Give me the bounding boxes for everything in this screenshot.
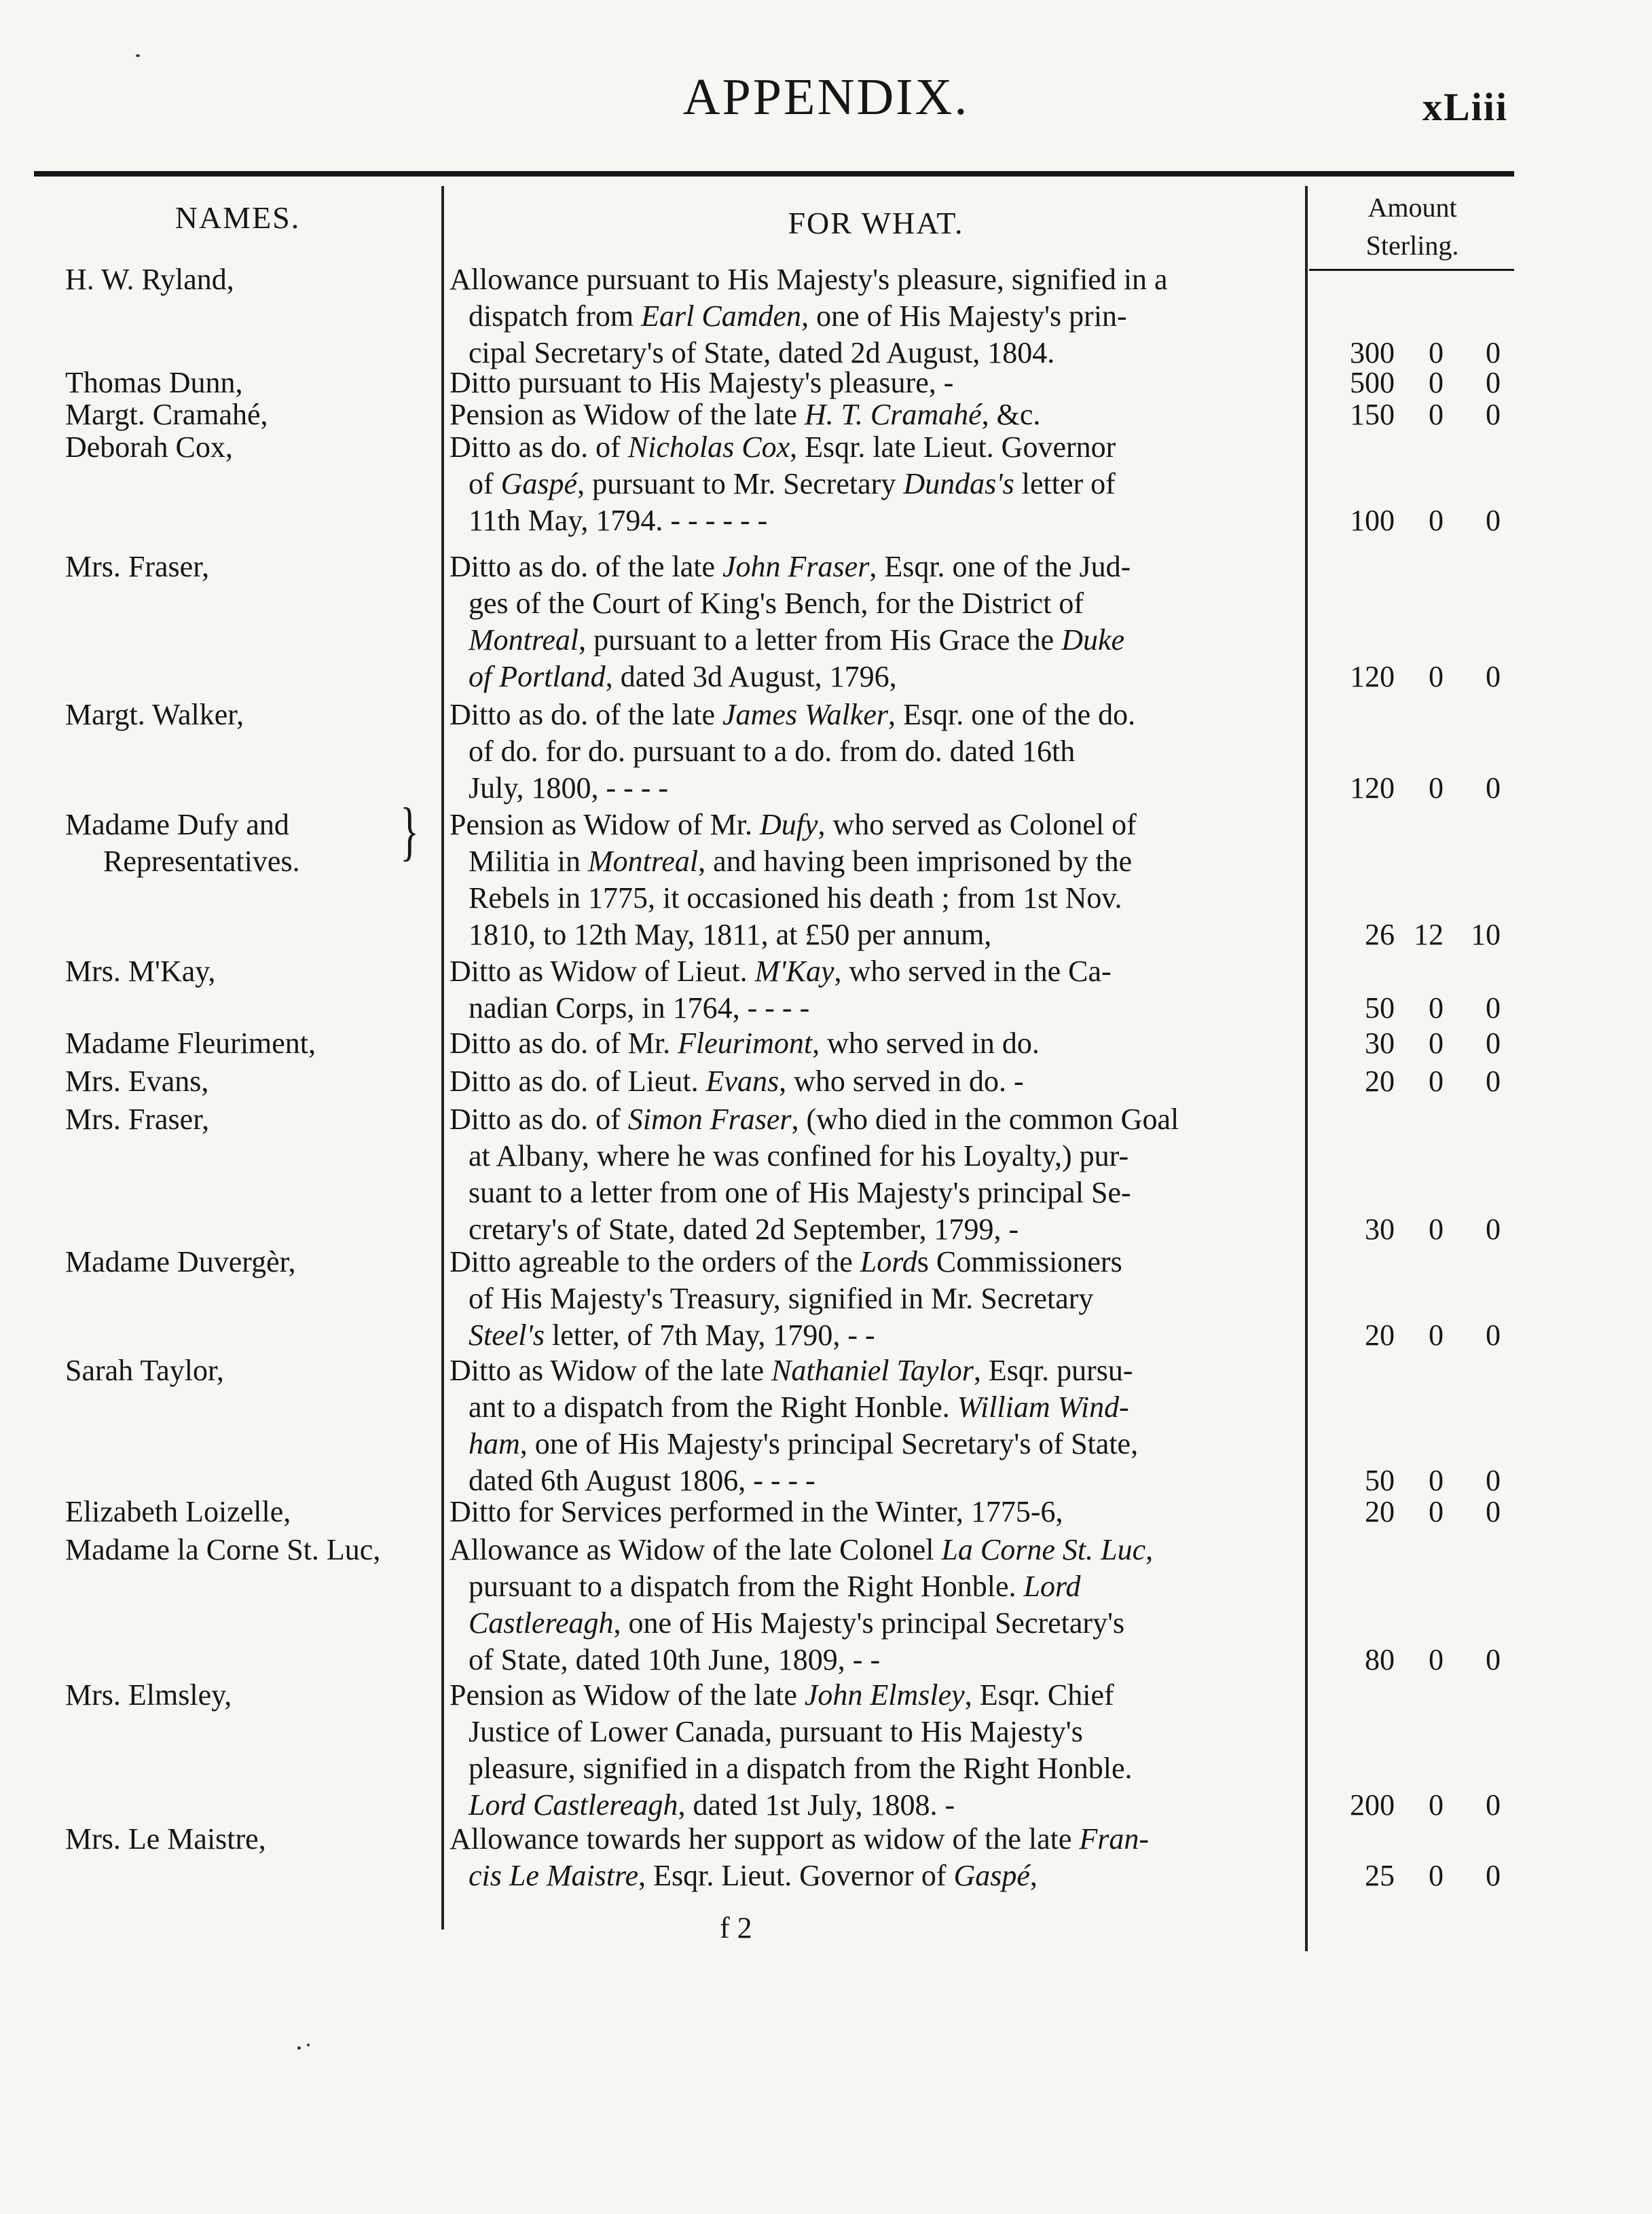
amount-pence: 0 xyxy=(1486,1065,1501,1098)
amount-shillings: 0 xyxy=(1429,336,1444,369)
entry-name xyxy=(65,1101,445,1138)
amount-pence: 0 xyxy=(1486,1464,1501,1497)
page-title: APPENDIX. xyxy=(682,69,970,126)
entry-name-line: Mrs. Elmsley, xyxy=(65,1678,232,1712)
description-line: Ditto as do. of Simon Fraser, (who died in the common Goal xyxy=(449,1103,1179,1136)
amount-header-line1: Amount xyxy=(1368,192,1457,223)
brace-mark: } xyxy=(400,794,419,867)
description-line: Steel's letter, of 7th May, 1790, - - xyxy=(469,1318,875,1352)
description-line: ges of the Court of King's Bench, for the District of xyxy=(469,587,1084,620)
amount-shillings: 0 xyxy=(1429,1643,1444,1676)
entry-name xyxy=(65,549,445,585)
amount-pounds: 80 xyxy=(1365,1643,1395,1676)
entry-name-line: Representatives. xyxy=(103,845,300,878)
amount-shillings: 0 xyxy=(1429,1213,1444,1246)
ink-speck xyxy=(136,54,140,57)
amount-shillings: 0 xyxy=(1429,1859,1444,1892)
amount-shillings: 0 xyxy=(1429,660,1444,693)
description-line: Castlereagh, one of His Majesty's principal Secretary's xyxy=(469,1606,1125,1640)
amount-pence: 0 xyxy=(1486,336,1501,369)
amount-pounds: 300 xyxy=(1350,336,1395,369)
description-line: pleasure, signified in a dispatch from the Right Honble. xyxy=(469,1752,1133,1785)
description-line: Ditto as Widow of Lieut. M'Kay, who served in the Ca- xyxy=(449,955,1112,988)
description-line: Montreal, pursuant to a letter from His Grace the Duke xyxy=(469,623,1125,657)
amount-pence: 0 xyxy=(1486,1859,1501,1892)
entry-name xyxy=(65,396,445,433)
signature-mark: f 2 xyxy=(720,1911,752,1944)
entry-description xyxy=(449,1494,1306,1530)
entry-name xyxy=(65,1677,445,1714)
entry-description xyxy=(449,261,1306,371)
amount-pence: 10 xyxy=(1471,918,1501,951)
entry-name xyxy=(65,429,445,466)
amount-pence: 0 xyxy=(1486,1643,1501,1676)
description-line: July, 1800, - - - - xyxy=(469,771,669,805)
amount-header-rule xyxy=(1309,269,1514,271)
amount-pounds: 26 xyxy=(1365,918,1395,951)
description-line: of do. for do. pursuant to a do. from do. dated 16th xyxy=(469,735,1076,768)
entry-name-line: Thomas Dunn, xyxy=(65,366,243,399)
description-line: Justice of Lower Canada, pursuant to His Majesty's xyxy=(469,1715,1083,1748)
entry-name-line: Mrs. Evans, xyxy=(65,1065,209,1098)
amount-shillings: 0 xyxy=(1429,771,1444,805)
amount-pounds: 50 xyxy=(1365,1464,1395,1497)
description-line: cis Le Maistre, Esqr. Lieut. Governor of Gaspé, xyxy=(469,1859,1038,1892)
description-line: Allowance pursuant to His Majesty's pleasure, signified in a xyxy=(449,263,1168,296)
entry-description xyxy=(449,1101,1306,1248)
entry-name-line: Mrs. Fraser, xyxy=(65,550,210,583)
amount-pence: 0 xyxy=(1486,504,1501,537)
amount-pounds: 120 xyxy=(1350,660,1395,693)
amount-pounds: 30 xyxy=(1365,1027,1395,1060)
description-line: Ditto pursuant to His Majesty's pleasure, - xyxy=(449,366,954,399)
entry-name xyxy=(65,807,445,880)
description-line: Pension as Widow of Mr. Dufy, who served as Colonel of xyxy=(449,808,1137,841)
entry-name xyxy=(65,697,445,733)
description-line: Ditto as do. of Lieut. Evans, who served in do. - xyxy=(449,1065,1024,1098)
entry-name xyxy=(65,1025,445,1062)
description-line: Ditto as do. of the late John Fraser, Esqr. one of the Jud- xyxy=(449,550,1131,583)
ink-speck xyxy=(307,2044,310,2046)
amount-shillings: 0 xyxy=(1429,366,1444,399)
entry-name-line: Margt. Cramahé, xyxy=(65,398,268,431)
amount-shillings: 0 xyxy=(1429,1788,1444,1822)
description-line: dated 6th August 1806, - - - - xyxy=(469,1464,815,1497)
amount-pence: 0 xyxy=(1486,366,1501,399)
amount-pounds: 100 xyxy=(1350,504,1395,537)
entry-name-line: Mrs. Fraser, xyxy=(65,1103,210,1136)
amount-pence: 0 xyxy=(1486,398,1501,431)
entry-description xyxy=(449,549,1306,695)
amount-pounds: 30 xyxy=(1365,1213,1395,1246)
header-rule xyxy=(34,171,1514,177)
entry-name xyxy=(65,1244,445,1280)
amount-pence: 0 xyxy=(1486,991,1501,1025)
amount-pounds: 200 xyxy=(1350,1788,1395,1822)
description-line: of His Majesty's Treasury, signified in Mr. Secretary xyxy=(469,1282,1094,1315)
description-line: of State, dated 10th June, 1809, - - xyxy=(469,1643,881,1676)
entry-name-line: Margt. Walker, xyxy=(65,698,244,731)
entry-name xyxy=(65,953,445,990)
entry-description xyxy=(449,1821,1306,1894)
entry-name-line: H. W. Ryland, xyxy=(65,263,234,296)
entry-description xyxy=(449,429,1306,539)
column-header-names: NAMES. xyxy=(175,200,301,235)
description-line: Lord Castlereagh, dated 1st July, 1808. - xyxy=(469,1788,955,1822)
column-header-for-what: FOR WHAT. xyxy=(788,206,964,240)
amount-pence: 0 xyxy=(1486,1027,1501,1060)
amount-shillings: 0 xyxy=(1429,398,1444,431)
entry-name-line: Madame Duvergèr, xyxy=(65,1245,296,1278)
entry-description xyxy=(449,1063,1306,1100)
entry-description xyxy=(449,807,1306,953)
entry-name-line: Madame Fleuriment, xyxy=(65,1027,316,1060)
description-line: Ditto for Services performed in the Winter, 1775-6, xyxy=(449,1495,1063,1528)
entry-name xyxy=(65,1352,445,1389)
entry-name xyxy=(65,261,445,298)
description-line: 11th May, 1794. - - - - - - xyxy=(469,504,768,537)
description-line: 1810, to 12th May, 1811, at £50 per annum, xyxy=(469,918,992,951)
amount-pounds: 20 xyxy=(1365,1318,1395,1352)
amount-shillings: 0 xyxy=(1429,504,1444,537)
amount-pence: 0 xyxy=(1486,1318,1501,1352)
entry-name xyxy=(65,1532,445,1568)
amount-shillings: 0 xyxy=(1429,1495,1444,1528)
entry-description xyxy=(449,1352,1306,1499)
amount-pence: 0 xyxy=(1486,1788,1501,1822)
amount-shillings: 12 xyxy=(1414,918,1444,951)
entry-description xyxy=(449,396,1306,433)
entry-description xyxy=(449,1677,1306,1824)
description-line: Pension as Widow of the late John Elmsley, Esqr. Chief xyxy=(449,1678,1114,1712)
description-line: cipal Secretary's of State, dated 2d August, 1804. xyxy=(469,336,1055,369)
description-line: pursuant to a dispatch from the Right Honble. Lord xyxy=(469,1570,1081,1603)
amount-pence: 0 xyxy=(1486,1495,1501,1528)
description-line: Rebels in 1775, it occasioned his death ; from 1st Nov. xyxy=(469,881,1122,915)
description-line: Ditto as do. of Nicholas Cox, Esqr. late Lieut. Governor xyxy=(449,430,1116,464)
entry-description xyxy=(449,953,1306,1027)
entry-name-line: Mrs. M'Kay, xyxy=(65,955,216,988)
amount-shillings: 0 xyxy=(1429,1065,1444,1098)
amount-shillings: 0 xyxy=(1429,1027,1444,1060)
amount-shillings: 0 xyxy=(1429,1464,1444,1497)
description-line: nadian Corps, in 1764, - - - - xyxy=(469,991,810,1025)
description-line: Allowance as Widow of the late Colonel La Corne St. Luc, xyxy=(449,1533,1154,1566)
entry-description xyxy=(449,697,1306,807)
entry-name xyxy=(65,365,445,401)
description-line: Ditto agreable to the orders of the Lords Commissioners xyxy=(449,1245,1122,1278)
amount-pounds: 25 xyxy=(1365,1859,1395,1892)
description-line: Pension as Widow of the late H. T. Cramahé, &c. xyxy=(449,398,1041,431)
amount-header-line2: Sterling. xyxy=(1365,230,1459,261)
description-line: ant to a dispatch from the Right Honble. William Wind- xyxy=(469,1390,1129,1424)
ink-speck xyxy=(297,2046,301,2050)
column-header-amount xyxy=(1314,189,1511,265)
amount-pounds: 120 xyxy=(1350,771,1395,805)
description-line: cretary's of State, dated 2d September, 1799, - xyxy=(469,1213,1019,1246)
entry-name-line: Deborah Cox, xyxy=(65,430,233,464)
amount-pounds: 150 xyxy=(1350,398,1395,431)
amount-pounds: 20 xyxy=(1365,1495,1395,1528)
entry-name-line: Mrs. Le Maistre, xyxy=(65,1822,266,1856)
entry-name-line: Madame Dufy and xyxy=(65,808,289,841)
description-line: suant to a letter from one of His Majesty's principal Se- xyxy=(469,1176,1131,1209)
amount-shillings: 0 xyxy=(1429,991,1444,1025)
description-line: Ditto as do. of the late James Walker, Esqr. one of the do. xyxy=(449,698,1136,731)
amount-pounds: 20 xyxy=(1365,1065,1395,1098)
amount-pence: 0 xyxy=(1486,660,1501,693)
description-line: dispatch from Earl Camden, one of His Majesty's prin- xyxy=(469,299,1127,333)
amount-pence: 0 xyxy=(1486,1213,1501,1246)
description-line: at Albany, where he was confined for his Loyalty,) pur- xyxy=(469,1139,1129,1173)
description-line: of Portland, dated 3d August, 1796, xyxy=(469,660,897,693)
description-line: Allowance towards her support as widow of the late Fran- xyxy=(449,1822,1150,1856)
entry-name xyxy=(65,1494,445,1530)
description-line: ham, one of His Majesty's principal Secretary's of State, xyxy=(469,1427,1139,1460)
entry-description xyxy=(449,1244,1306,1354)
entry-description xyxy=(449,1025,1306,1062)
page-number: xLiii xyxy=(1422,85,1509,129)
description-line: Militia in Montreal, and having been imprisoned by the xyxy=(469,845,1133,878)
entry-description xyxy=(449,365,1306,401)
amount-shillings: 0 xyxy=(1429,1318,1444,1352)
amount-pounds: 50 xyxy=(1365,991,1395,1025)
description-line: Ditto as Widow of the late Nathaniel Taylor, Esqr. pursu- xyxy=(449,1354,1133,1387)
amount-pence: 0 xyxy=(1486,771,1501,805)
entry-name-line: Sarah Taylor, xyxy=(65,1354,224,1387)
entry-name-line: Elizabeth Loizelle, xyxy=(65,1495,291,1528)
entry-name-line: Madame la Corne St. Luc, xyxy=(65,1533,381,1566)
entry-description xyxy=(449,1532,1306,1678)
description-line: of Gaspé, pursuant to Mr. Secretary Dundas's letter of xyxy=(469,467,1116,500)
entry-name xyxy=(65,1821,445,1858)
entry-name xyxy=(65,1063,445,1100)
description-line: Ditto as do. of Mr. Fleurimont, who served in do. xyxy=(449,1027,1040,1060)
amount-pounds: 500 xyxy=(1350,366,1395,399)
